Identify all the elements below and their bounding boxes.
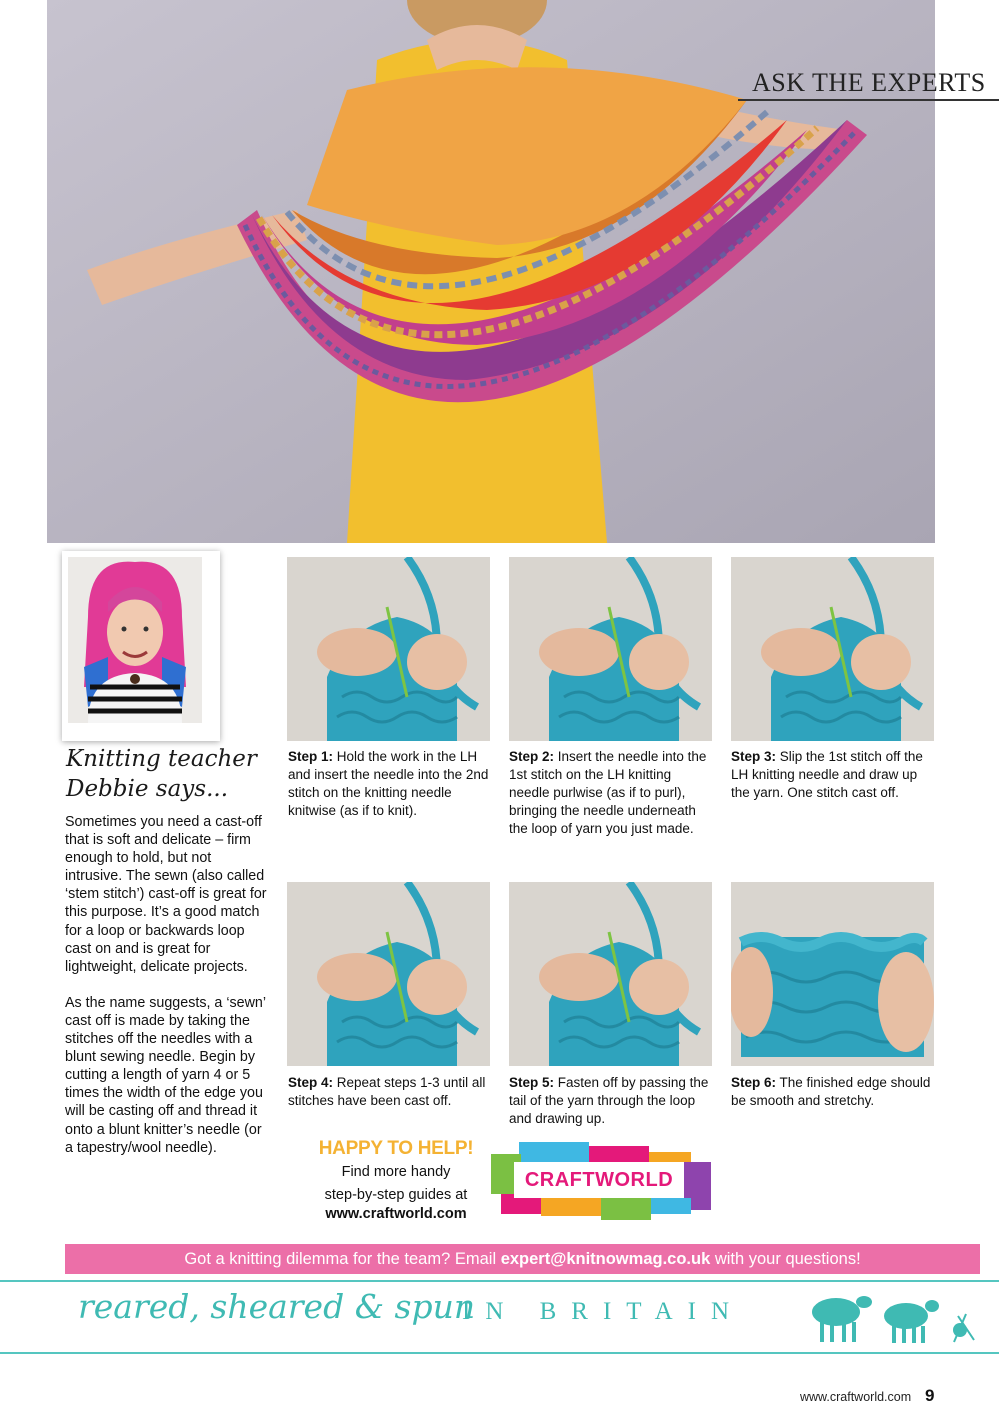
step-4-photo xyxy=(287,882,490,1066)
sheep-icon xyxy=(808,1286,983,1346)
step-text: The finished edge should be smooth and stretchy. xyxy=(731,1075,931,1108)
step-label: Step 5: xyxy=(509,1075,555,1090)
teacher-portrait xyxy=(62,551,220,741)
body-paragraph: As the name suggests, a ‘sewn’ cast off is made by taking the stitches off the needles with a blunt sewing needle. Begin by cutting a length of yarn 4 or 5 times the width of the edge you will be casting off and thread it onto a blunt knitter’s needle (or a tapestry/wool needle). xyxy=(65,994,266,1156)
help-line2: step-by-step guides at xyxy=(324,1187,468,1203)
step-label: Step 2: xyxy=(509,749,555,764)
step-label: Step 6: xyxy=(731,1075,777,1090)
step-text: Insert the needle into the 1st stitch on the LH knitting needle purlwise (as if to purl), bringing the needle underneath the loop of yarn you just made. xyxy=(509,749,707,836)
step-5-caption xyxy=(509,1074,714,1128)
step-6-photo xyxy=(731,882,934,1066)
step-text: Repeat steps 1-3 until all stitches have been cast off. xyxy=(288,1075,486,1108)
step-label: Step 3: xyxy=(731,749,777,764)
step-5-photo xyxy=(509,882,712,1066)
step-1-photo xyxy=(287,557,490,741)
step-2-photo xyxy=(509,557,712,741)
help-block xyxy=(305,1138,487,1222)
help-line1: Find more handy xyxy=(341,1164,451,1180)
banner-email-link[interactable]: expert@knitnowmag.co.uk xyxy=(500,1250,711,1268)
help-url-link[interactable]: www.craftworld.com xyxy=(325,1206,467,1222)
body-paragraph: Sometimes you need a cast-off that is soft and delicate – firm enough to hold, but not intrusive. The sewn (also called ‘stem stitch’) cast-off is great for this purpose. It’s a good match for a loop or backwards loop cast on and is great for lightweight, delicate projects. xyxy=(65,814,267,975)
step-3-caption xyxy=(731,748,936,802)
step-text: Hold the work in the LH and insert the needle into the 2nd stitch on the knitting needle knitwise (as if to knit). xyxy=(288,749,489,818)
teacher-heading xyxy=(66,744,266,804)
step-text: Fasten off by passing the tail of the yarn through the loop and drawing up. xyxy=(509,1075,709,1126)
step-text: Slip the 1st stitch off the LH knitting needle and draw up the yarn. One stitch cast off. xyxy=(731,749,923,800)
step-2-caption xyxy=(509,748,714,838)
teacher-heading-line1: Knitting teacher xyxy=(66,746,257,772)
banner-prefix: Got a knitting dilemma for the team? Email xyxy=(184,1250,501,1268)
footer-url[interactable]: www.craftworld.com xyxy=(800,1390,912,1404)
help-title: HAPPY TO HELP! xyxy=(318,1138,474,1159)
step-6-caption xyxy=(731,1074,936,1110)
tagline: reared, sheared & spun xyxy=(78,1287,476,1326)
step-label: Step 1: xyxy=(288,749,334,764)
step-3-photo xyxy=(731,557,934,741)
section-label: ASK THE EXPERTS xyxy=(752,68,986,97)
logo-text: CRAFTWORLD xyxy=(514,1162,684,1198)
body-copy xyxy=(65,813,270,1175)
email-banner xyxy=(65,1244,980,1274)
teacher-heading-line2: Debbie says... xyxy=(66,776,229,802)
page-number: 9 xyxy=(925,1386,935,1405)
step-1-caption xyxy=(288,748,493,820)
section-rule xyxy=(738,99,999,101)
craftworld-logo[interactable] xyxy=(491,1142,713,1222)
step-label: Step 4: xyxy=(288,1075,334,1090)
banner-suffix: with your questions! xyxy=(710,1250,861,1268)
step-4-caption xyxy=(288,1074,493,1110)
in-britain-text: IN BRITAIN xyxy=(462,1298,745,1325)
